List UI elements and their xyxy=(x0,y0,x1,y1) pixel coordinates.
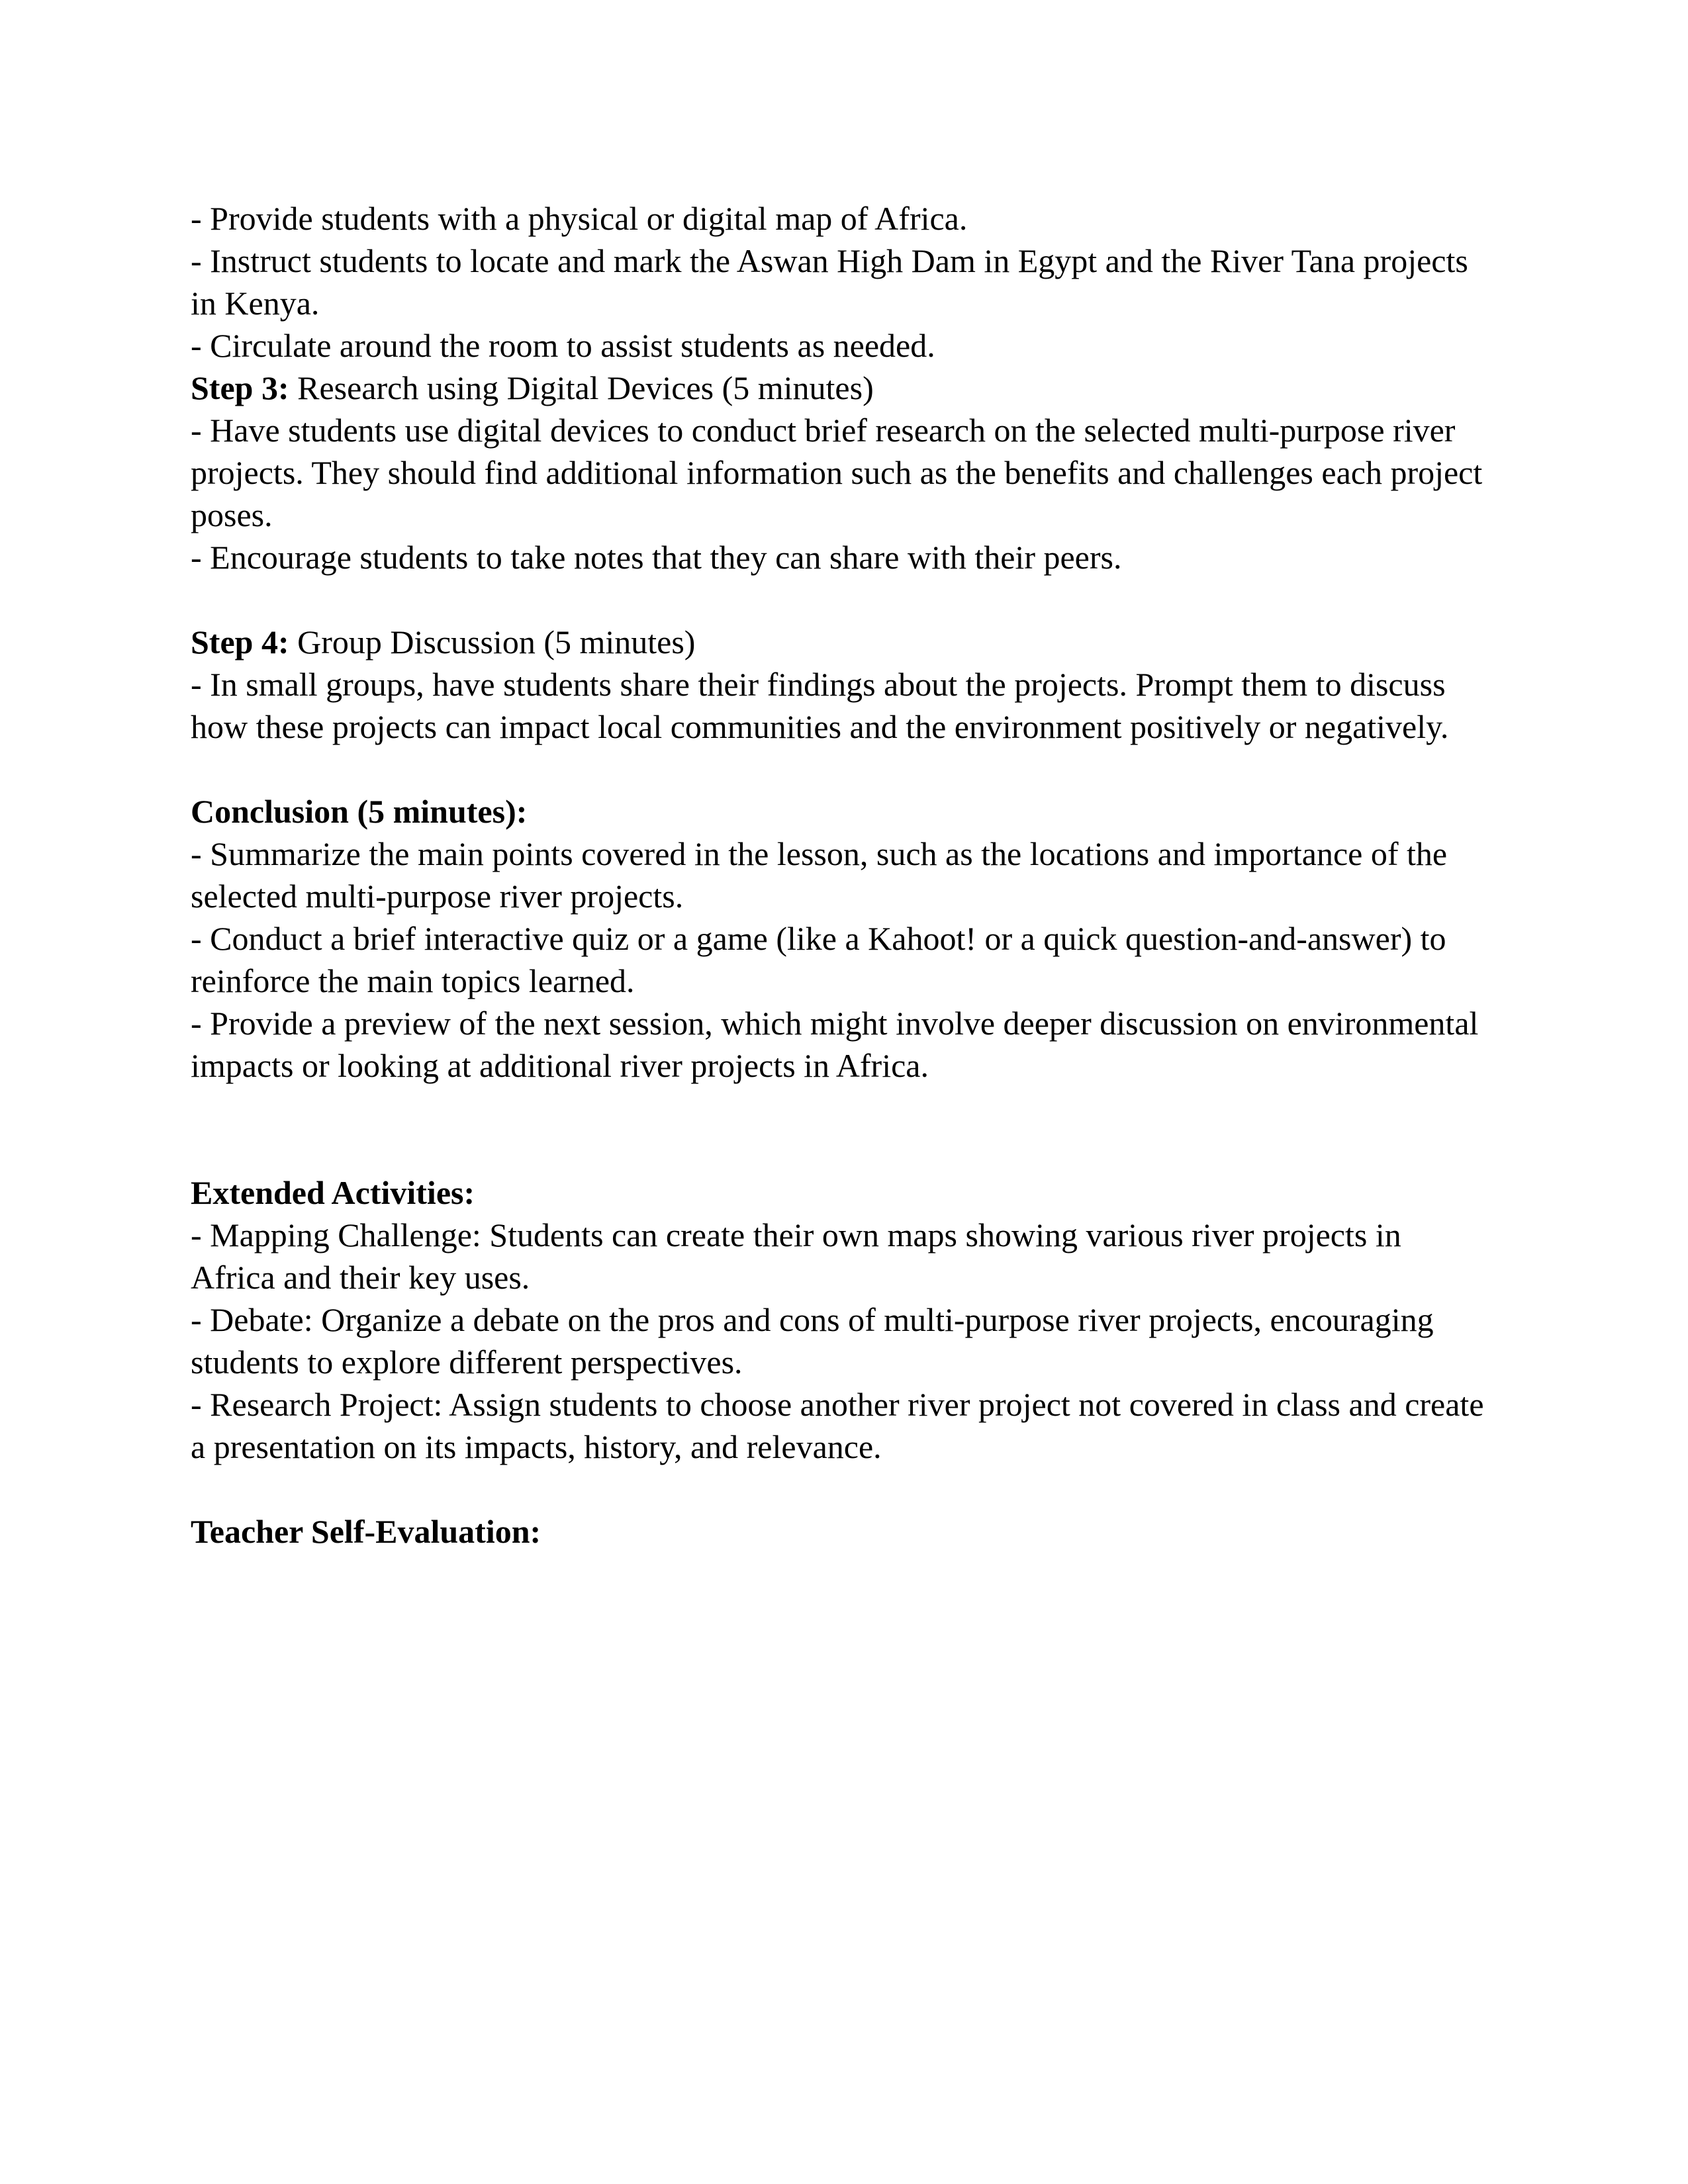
paragraph xyxy=(191,324,1489,367)
blank-line xyxy=(191,578,1489,621)
text-run: Group Discussion (5 minutes) xyxy=(289,623,696,660)
paragraph xyxy=(191,367,1489,409)
text-run: - Research Project: Assign students to choose another river project not covered in class and create a presentation on its impacts, history, and relevance. xyxy=(191,1386,1484,1465)
paragraph xyxy=(191,1383,1489,1468)
paragraph xyxy=(191,240,1489,324)
text-run: Research using Digital Devices (5 minutes) xyxy=(289,369,874,406)
paragraph xyxy=(191,833,1489,917)
text-run: - Debate: Organize a debate on the pros and cons of multi-purpose river projects, encouraging students to explore different perspectives. xyxy=(191,1301,1434,1381)
paragraph xyxy=(191,536,1489,578)
blank-line xyxy=(191,748,1489,790)
paragraph xyxy=(191,621,1489,663)
text-run: - Mapping Challenge: Students can create their own maps showing various river projects in Africa and their key uses. xyxy=(191,1216,1401,1296)
text-run: - Instruct students to locate and mark the Aswan High Dam in Egypt and the River Tana projects in Kenya. xyxy=(191,242,1468,322)
paragraph xyxy=(191,790,1489,833)
blank-line xyxy=(191,1468,1489,1510)
text-run: - Have students use digital devices to conduct brief research on the selected multi-purpose river projects. They should find additional information such as the benefits and challenges each project poses. xyxy=(191,412,1483,533)
paragraph xyxy=(191,1298,1489,1383)
text-run: - Encourage students to take notes that they can share with their peers. xyxy=(191,539,1122,576)
paragraph xyxy=(191,1214,1489,1298)
paragraph xyxy=(191,197,1489,240)
paragraph xyxy=(191,1002,1489,1087)
text-run: - Conduct a brief interactive quiz or a game (like a Kahoot! or a quick question-and-answer) to reinforce the main topics learned. xyxy=(191,920,1446,999)
text-run: - Provide students with a physical or digital map of Africa. xyxy=(191,200,968,237)
paragraph xyxy=(191,917,1489,1002)
bold-text-run: Step 3: xyxy=(191,369,289,406)
paragraph xyxy=(191,409,1489,536)
text-run: - Provide a preview of the next session, which might involve deeper discussion on environmental impacts or looking at additional river projects in Africa. xyxy=(191,1005,1479,1084)
blank-line xyxy=(191,1129,1489,1171)
text-run: - In small groups, have students share their findings about the projects. Prompt them to discuss how these projects can impact local communities and the environment positively or negatively. xyxy=(191,666,1449,745)
paragraph xyxy=(191,663,1489,748)
bold-text-run: Teacher Self-Evaluation: xyxy=(191,1513,541,1550)
text-run: - Circulate around the room to assist students as needed. xyxy=(191,327,935,364)
paragraph xyxy=(191,1171,1489,1214)
blank-line xyxy=(191,1087,1489,1129)
bold-text-run: Step 4: xyxy=(191,623,289,660)
bold-text-run: Conclusion (5 minutes): xyxy=(191,793,528,830)
bold-text-run: Extended Activities: xyxy=(191,1174,475,1211)
document-body xyxy=(191,197,1489,1553)
text-run: - Summarize the main points covered in the lesson, such as the locations and importance of the selected multi-purpose river projects. xyxy=(191,835,1448,915)
paragraph xyxy=(191,1510,1489,1553)
